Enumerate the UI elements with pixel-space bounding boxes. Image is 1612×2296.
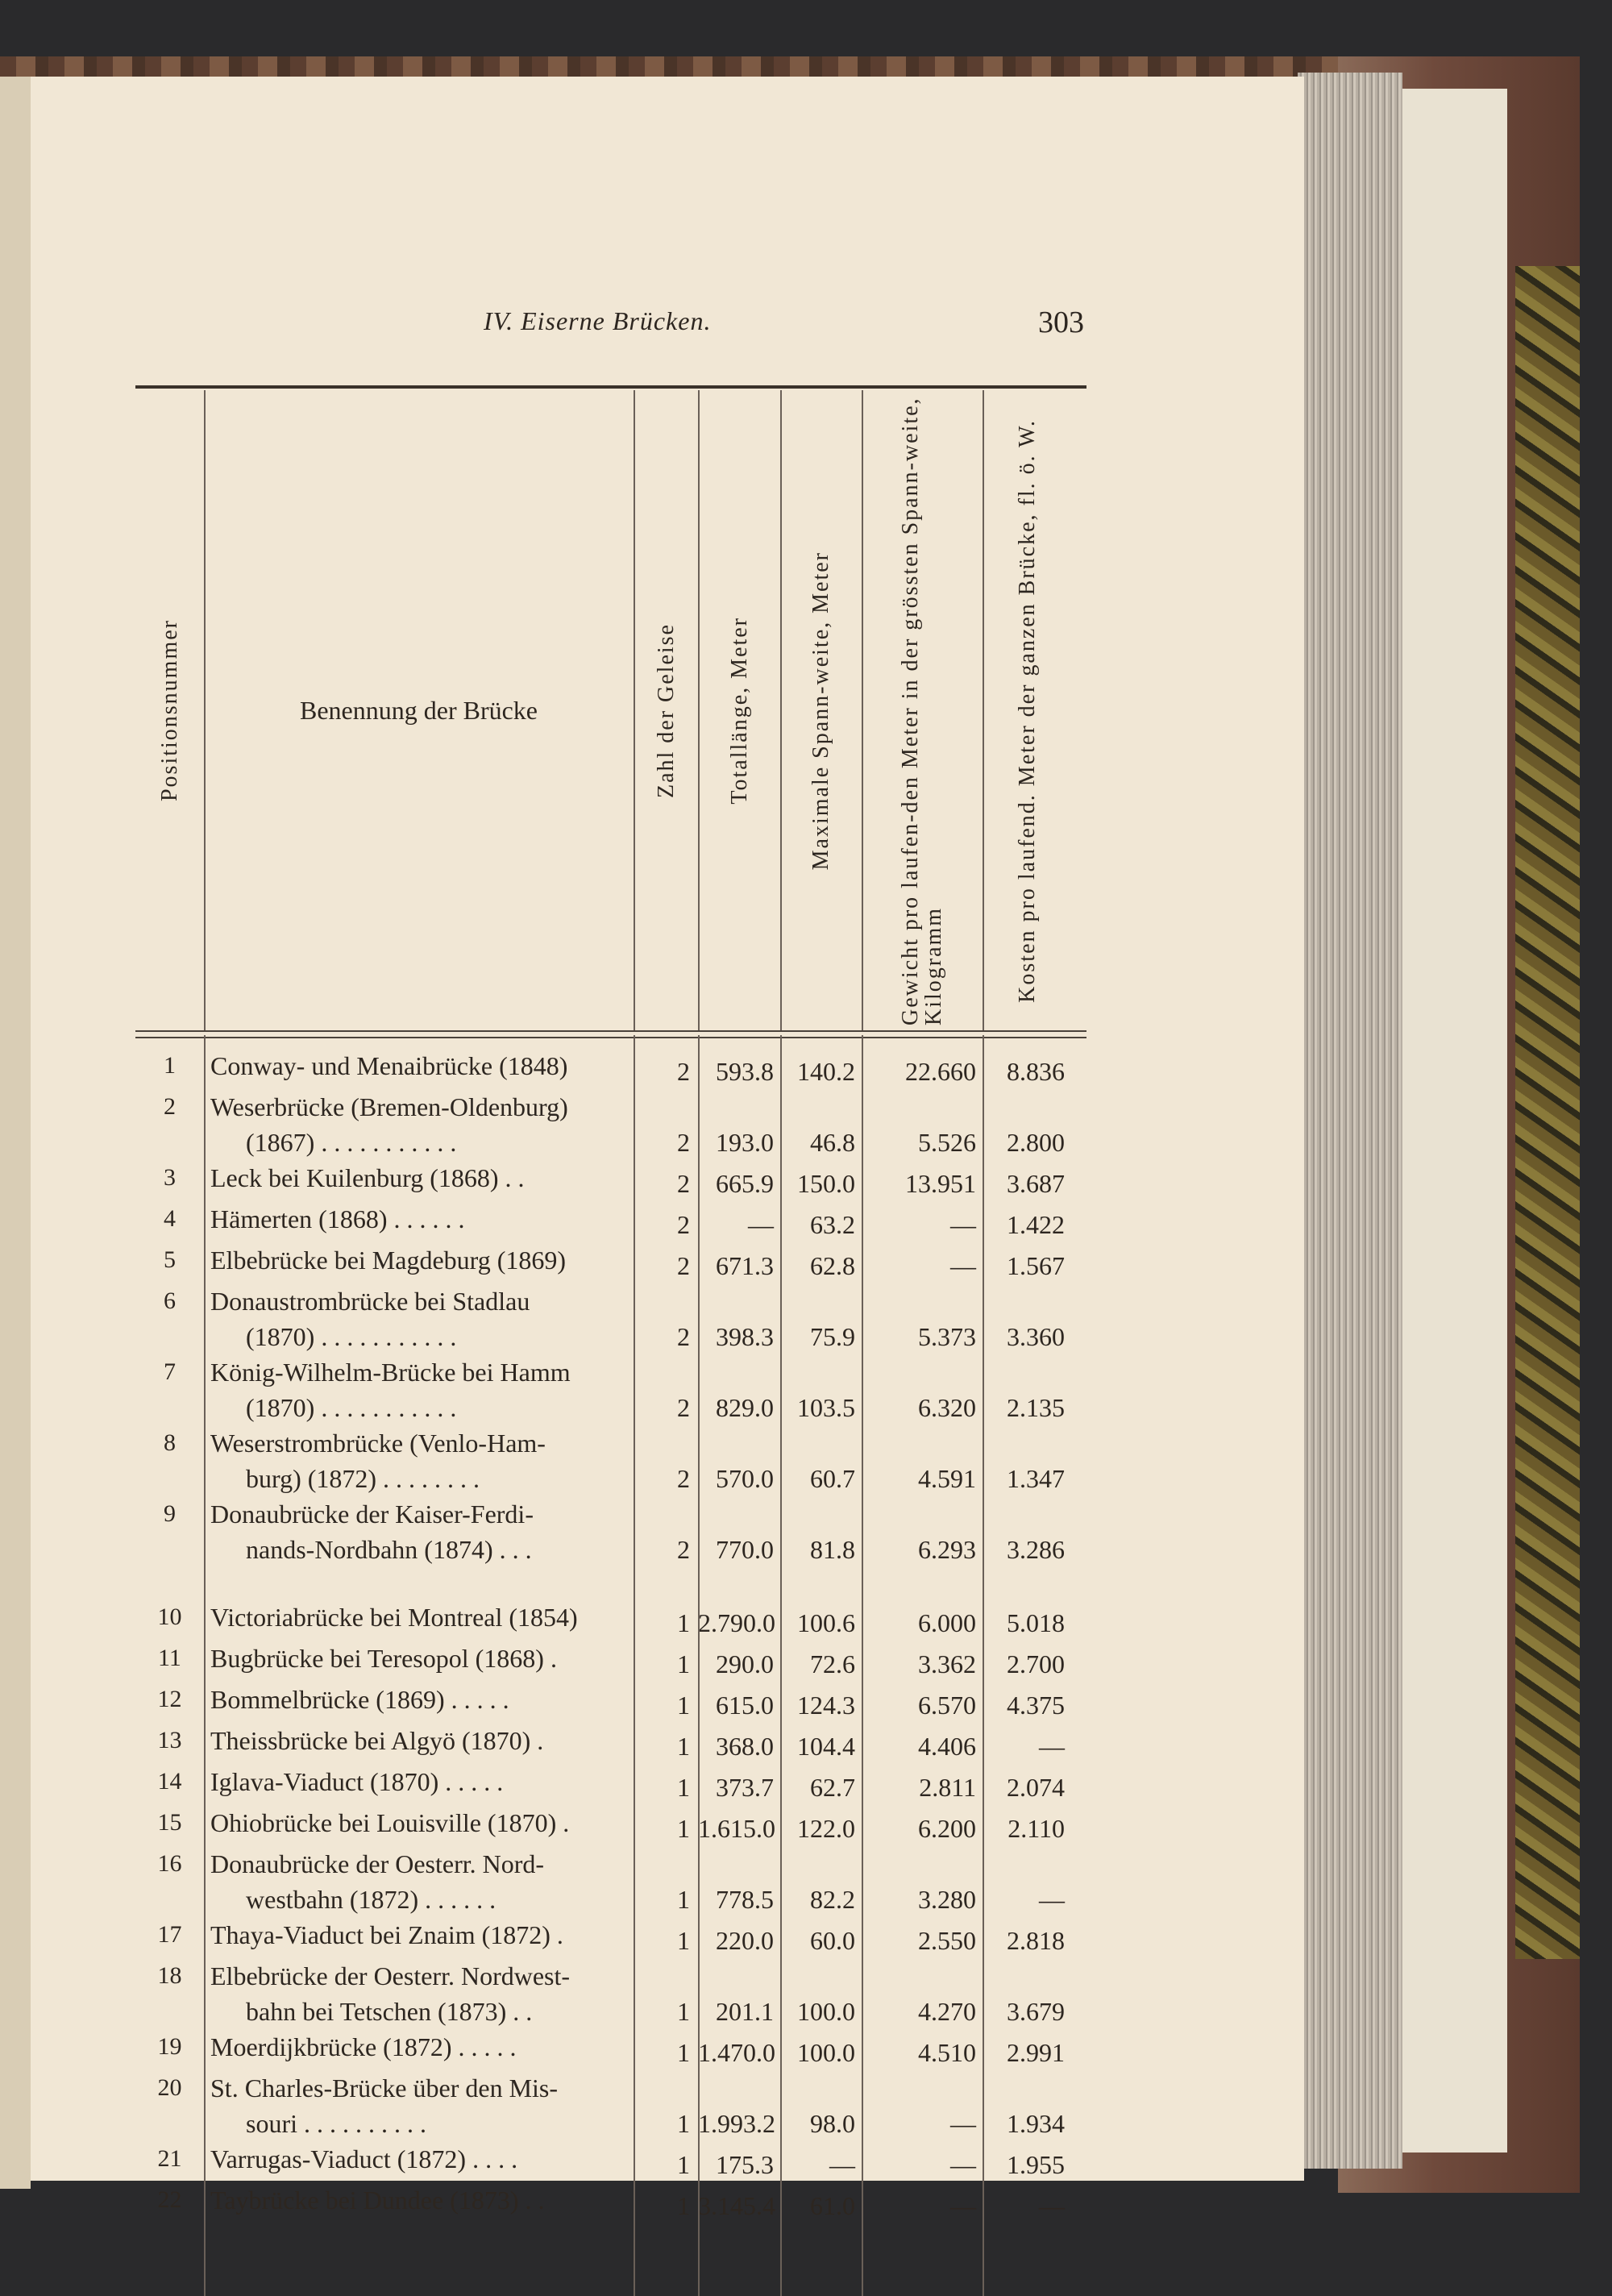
position-number: 11 <box>158 1645 181 1671</box>
table-row <box>135 1496 1086 1567</box>
tracks: 2 <box>677 1057 690 1086</box>
tracks: 1 <box>677 1608 690 1637</box>
table-row <box>135 1682 1086 1723</box>
cost-per-meter: — <box>1039 1885 1065 1914</box>
total-length: 3.145.4 <box>698 2191 775 2220</box>
cost-per-meter: 2.110 <box>1008 1814 1065 1843</box>
bridge-name-line: Weserstrombrücke (Venlo-Ham- <box>210 1429 546 1458</box>
position-number: 22 <box>157 2186 182 2213</box>
position-number: 9 <box>164 1500 176 1527</box>
bridge-name-line: Donaubrücke der Oesterr. Nord- <box>210 1849 545 1878</box>
position-number: 17 <box>157 1921 182 1948</box>
weight-per-meter: 6.200 <box>918 1814 976 1843</box>
weight-per-meter: 4.510 <box>918 2038 976 2067</box>
header-col-total-length <box>698 390 782 1031</box>
total-length: 175.3 <box>716 2150 774 2179</box>
total-length: 1.993.2 <box>698 2109 775 2138</box>
bridge-name <box>204 1682 634 1717</box>
weight-per-meter: — <box>950 2150 976 2179</box>
header-label: Positionsnummer <box>157 619 182 802</box>
total-length: 201.1 <box>716 1997 774 2026</box>
position-number: 15 <box>157 1809 182 1836</box>
column-divider <box>698 1035 700 2296</box>
max-span: 60.0 <box>810 1926 855 1955</box>
tracks: 1 <box>677 2150 690 2179</box>
bridge-name <box>204 1283 634 1354</box>
total-length: 2.790.0 <box>698 1608 775 1637</box>
bridge-name <box>204 1764 634 1799</box>
total-length: 778.5 <box>716 1885 774 1914</box>
max-span: 103.5 <box>797 1393 855 1422</box>
cost-per-meter: — <box>1039 2191 1065 2220</box>
cost-per-meter: 5.018 <box>1007 1608 1065 1637</box>
tracks: 1 <box>677 2109 690 2138</box>
bridge-name-line: Hämerten (1868) . . . . . . <box>210 1204 465 1233</box>
weight-per-meter: 4.270 <box>918 1997 976 2026</box>
tracks: 1 <box>677 1691 690 1720</box>
cost-per-meter: 2.991 <box>1007 2038 1065 2067</box>
position-number: 7 <box>164 1358 176 1385</box>
position-number: 3 <box>164 1164 176 1191</box>
table-row <box>135 2029 1086 2070</box>
bridge-name-line: nands-Nordbahn (1874) . . . <box>246 1535 532 1564</box>
position-number: 12 <box>157 1686 182 1712</box>
max-span: 62.8 <box>810 1251 855 1280</box>
tracks: 2 <box>677 1393 690 1422</box>
total-length: 593.8 <box>716 1057 774 1086</box>
bridge-name-line: Donaustrombrücke bei Stadlau <box>210 1287 530 1316</box>
total-length: 770.0 <box>716 1535 774 1564</box>
bridge-name-line: St. Charles-Brücke über den Mis- <box>210 2073 559 2103</box>
weight-per-meter: 6.570 <box>918 1691 976 1720</box>
total-length: 373.7 <box>716 1773 774 1802</box>
bridge-name-line: Weserbrücke (Bremen-Oldenburg) <box>210 1092 568 1121</box>
running-title: IV. Eiserne Brücken. <box>484 306 712 335</box>
max-span: 75.9 <box>810 1322 855 1351</box>
table-row <box>135 1641 1086 1682</box>
cost-per-meter: 8.836 <box>1007 1057 1065 1086</box>
weight-per-meter: — <box>950 2191 976 2220</box>
weight-per-meter: 22.660 <box>905 1057 976 1086</box>
total-length: 193.0 <box>716 1128 774 1157</box>
total-length: 829.0 <box>716 1393 774 1422</box>
bridge-name <box>204 1958 634 2029</box>
weight-per-meter: 4.406 <box>918 1732 976 1761</box>
cost-per-meter: 2.700 <box>1007 1649 1065 1678</box>
cost-per-meter: 1.347 <box>1007 1464 1065 1493</box>
cost-per-meter: 1.955 <box>1007 2150 1065 2179</box>
tracks: 2 <box>677 1251 690 1280</box>
cost-per-meter: 1.422 <box>1007 1210 1065 1239</box>
max-span: 100.6 <box>797 1608 855 1637</box>
position-number: 4 <box>164 1205 176 1232</box>
max-span: 124.3 <box>797 1691 855 1720</box>
table-row <box>135 1764 1086 1805</box>
bridge-name-line: (1867) . . . . . . . . . . . <box>246 1128 457 1157</box>
bridge-name-line: (1870) . . . . . . . . . . . <box>246 1393 457 1422</box>
weight-per-meter: 5.526 <box>918 1128 976 1157</box>
max-span: 46.8 <box>810 1128 855 1157</box>
bridge-name-line: König-Wilhelm-Brücke bei Hamm <box>210 1358 571 1387</box>
cost-per-meter: 3.687 <box>1007 1169 1065 1198</box>
header-label: Maximale Spann-weite, Meter <box>808 551 833 871</box>
max-span: 81.8 <box>810 1535 855 1564</box>
weight-per-meter: 6.320 <box>918 1393 976 1422</box>
column-divider <box>862 1035 863 2296</box>
bridge-name <box>204 1846 634 1917</box>
bridge-name-line: Conway- und Menaibrücke (1848) <box>210 1051 568 1080</box>
bridge-name <box>204 1354 634 1425</box>
cost-per-meter: 4.375 <box>1007 1691 1065 1720</box>
table-row <box>135 1089 1086 1160</box>
cost-per-meter: 1.934 <box>1007 2109 1065 2138</box>
max-span: 82.2 <box>810 1885 855 1914</box>
bridge-name <box>204 1496 634 1567</box>
bridge-name-line: Victoriabrücke bei Montreal (1854) <box>210 1603 578 1632</box>
table-body <box>135 1048 1086 2223</box>
max-span: 72.6 <box>810 1649 855 1678</box>
weight-per-meter: 6.293 <box>918 1535 976 1564</box>
top-rule <box>135 385 1086 389</box>
max-span: 63.2 <box>810 1210 855 1239</box>
cost-per-meter: 2.135 <box>1007 1393 1065 1422</box>
max-span: 60.7 <box>810 1464 855 1493</box>
table-row <box>135 1201 1086 1242</box>
total-length: 1.470.0 <box>698 2038 775 2067</box>
bridge-name-line: Thaya-Viaduct bei Znaim (1872) . <box>210 1920 563 1949</box>
weight-per-meter: 13.951 <box>905 1169 976 1198</box>
bridge-name <box>204 2070 634 2141</box>
position-number: 2 <box>164 1093 176 1120</box>
marbled-endpaper <box>1515 266 1580 1959</box>
tracks: 2 <box>677 1128 690 1157</box>
bridge-name <box>204 1201 634 1237</box>
bridge-name-line: burg) (1872) . . . . . . . . <box>246 1464 480 1493</box>
header-col-bridge-name <box>204 390 635 1031</box>
bridge-name-line: Ohiobrücke bei Louisville (1870) . <box>210 1808 570 1837</box>
max-span: 122.0 <box>797 1814 855 1843</box>
table-row <box>135 1958 1086 2029</box>
bridge-name-line: Bugbrücke bei Teresopol (1868) . <box>210 1644 557 1673</box>
header-label: Benennung der Brücke <box>299 696 538 725</box>
weight-per-meter: 3.362 <box>918 1649 976 1678</box>
table-header <box>135 390 1086 1031</box>
bridge-name-line: bahn bei Tetschen (1873) . . <box>246 1997 533 2026</box>
total-length: 665.9 <box>716 1169 774 1198</box>
bridge-name <box>204 1641 634 1676</box>
bridge-name <box>204 1048 634 1084</box>
bridge-name <box>204 2029 634 2065</box>
position-number: 19 <box>157 2033 182 2060</box>
max-span: 62.7 <box>810 1773 855 1802</box>
tracks: 1 <box>677 1732 690 1761</box>
bridge-name-line: Varrugas-Viaduct (1872) . . . . <box>210 2144 518 2173</box>
total-length: 398.3 <box>716 1322 774 1351</box>
tracks: 1 <box>677 1997 690 2026</box>
position-number: 10 <box>157 1603 182 1630</box>
total-length: 671.3 <box>716 1251 774 1280</box>
position-number: 1 <box>164 1052 176 1079</box>
weight-per-meter: 3.280 <box>918 1885 976 1914</box>
cost-per-meter: 3.360 <box>1007 1322 1065 1351</box>
cost-per-meter: — <box>1039 1732 1065 1761</box>
bridge-name <box>204 1723 634 1758</box>
tracks: 1 <box>677 2191 690 2220</box>
bridge-name <box>204 1089 634 1160</box>
page-number: 303 <box>1038 306 1084 339</box>
table-row <box>135 2141 1086 2182</box>
header-label: Gewicht pro laufen-den Meter in der grössten Spann-weite, Kilogramm <box>898 396 946 1025</box>
bridge-name-line: Elbebrücke der Oesterr. Nordwest- <box>210 1961 571 1990</box>
total-length: 615.0 <box>716 1691 774 1720</box>
left-page-edge <box>0 77 31 2189</box>
bridge-name-line: Iglava-Viaduct (1870) . . . . . <box>210 1767 504 1796</box>
header-col-max-span <box>780 390 863 1031</box>
tracks: 1 <box>677 1885 690 1914</box>
bridge-name-line: Taybrücke bei Dundee (1873) . . <box>210 2186 545 2215</box>
total-length: 220.0 <box>716 1926 774 1955</box>
table-row <box>135 1048 1086 1089</box>
bridge-name <box>204 1917 634 1953</box>
tracks: 1 <box>677 1649 690 1678</box>
position-number: 14 <box>157 1768 182 1795</box>
total-length: 290.0 <box>716 1649 774 1678</box>
position-number: 21 <box>157 2145 182 2172</box>
table-row <box>135 1723 1086 1764</box>
weight-per-meter: 4.591 <box>918 1464 976 1493</box>
max-span: 140.2 <box>797 1057 855 1086</box>
tracks: 2 <box>677 1464 690 1493</box>
column-divider <box>634 1035 635 2296</box>
header-label: Kosten pro laufend. Meter der ganzen Brücke, fl. ö. W. <box>1014 418 1040 1003</box>
position-number: 20 <box>157 2074 182 2101</box>
header-label: Totallänge, Meter <box>726 617 752 805</box>
header-col-cost <box>983 390 1071 1031</box>
position-number: 13 <box>157 1727 182 1753</box>
tracks: 2 <box>677 1210 690 1239</box>
weight-per-meter: 5.373 <box>918 1322 976 1351</box>
bridge-name-line: Donaubrücke der Kaiser-Ferdi- <box>210 1499 534 1529</box>
weight-per-meter: — <box>950 1251 976 1280</box>
position-number: 5 <box>164 1246 176 1273</box>
table-row <box>135 1242 1086 1283</box>
table-row <box>135 1846 1086 1917</box>
tracks: 1 <box>677 1926 690 1955</box>
weight-per-meter: — <box>950 2109 976 2138</box>
table-row <box>135 1805 1086 1846</box>
cost-per-meter: 2.800 <box>1007 1128 1065 1157</box>
cost-per-meter: 3.679 <box>1007 1997 1065 2026</box>
bridge-name-line: Elbebrücke bei Magdeburg (1869) <box>210 1246 567 1275</box>
bridge-name <box>204 1160 634 1196</box>
bridge-name <box>204 2182 634 2218</box>
max-span: 100.0 <box>797 2038 855 2067</box>
table-row <box>135 1160 1086 1201</box>
weight-per-meter: — <box>950 1210 976 1239</box>
page-edges <box>1298 73 1402 2169</box>
position-number: 8 <box>164 1429 176 1456</box>
tracks: 2 <box>677 1535 690 1564</box>
weight-per-meter: 2.550 <box>918 1926 976 1955</box>
table-row <box>135 1599 1086 1641</box>
total-length: 368.0 <box>716 1732 774 1761</box>
cost-per-meter: 2.074 <box>1007 1773 1065 1802</box>
cost-per-meter: 1.567 <box>1007 1251 1065 1280</box>
bridge-name-line: Moerdijkbrücke (1872) . . . . . <box>210 2032 517 2061</box>
column-divider <box>983 1035 984 2296</box>
tracks: 2 <box>677 1322 690 1351</box>
table-row <box>135 1917 1086 1958</box>
weight-per-meter: 2.811 <box>919 1773 976 1802</box>
header-col-position <box>135 390 206 1031</box>
cost-per-meter: 3.286 <box>1007 1535 1065 1564</box>
bridge-name-line: souri . . . . . . . . . . <box>246 2109 426 2138</box>
table-row <box>135 2182 1086 2223</box>
max-span: 61.0 <box>810 2191 855 2220</box>
header-rule <box>135 1030 1086 1038</box>
tracks: 2 <box>677 1169 690 1198</box>
table-row <box>135 1283 1086 1354</box>
table-row <box>135 1425 1086 1496</box>
flyleaf <box>1386 89 1507 2152</box>
bridge-name <box>204 2141 634 2177</box>
bridge-name-line: (1870) . . . . . . . . . . . <box>246 1322 457 1351</box>
table-row <box>135 2070 1086 2141</box>
tracks: 1 <box>677 2038 690 2067</box>
max-span: 100.0 <box>797 1997 855 2026</box>
position-number: 16 <box>157 1850 182 1877</box>
total-length: 570.0 <box>716 1464 774 1493</box>
tracks: 1 <box>677 1773 690 1802</box>
bridge-name <box>204 1805 634 1841</box>
bridge-name <box>204 1242 634 1278</box>
max-span: — <box>829 2150 855 2179</box>
column-divider <box>780 1035 782 2296</box>
bridge-name-line: westbahn (1872) . . . . . . <box>246 1885 496 1914</box>
cost-per-meter: 2.818 <box>1007 1926 1065 1955</box>
total-length: — <box>748 1210 774 1239</box>
max-span: 150.0 <box>797 1169 855 1198</box>
max-span: 98.0 <box>810 2109 855 2138</box>
total-length: 1.615.0 <box>698 1814 775 1843</box>
max-span: 104.4 <box>797 1732 855 1761</box>
tracks: 1 <box>677 1814 690 1843</box>
bridge-name <box>204 1425 634 1496</box>
bridge-name-line: Leck bei Kuilenburg (1868) . . <box>210 1163 525 1192</box>
position-number: 18 <box>157 1962 182 1989</box>
bridge-name <box>204 1599 634 1635</box>
header-col-tracks <box>634 390 700 1031</box>
table-row <box>135 1354 1086 1425</box>
header-col-weight <box>862 390 984 1031</box>
column-divider <box>204 1035 206 2296</box>
bridge-name-line: Theissbrücke bei Algyö (1870) . <box>210 1726 544 1755</box>
weight-per-meter: 6.000 <box>918 1608 976 1637</box>
bridge-name-line: Bommelbrücke (1869) . . . . . <box>210 1685 509 1714</box>
position-number: 6 <box>164 1287 176 1314</box>
header-label: Zahl der Geleise <box>653 622 679 799</box>
